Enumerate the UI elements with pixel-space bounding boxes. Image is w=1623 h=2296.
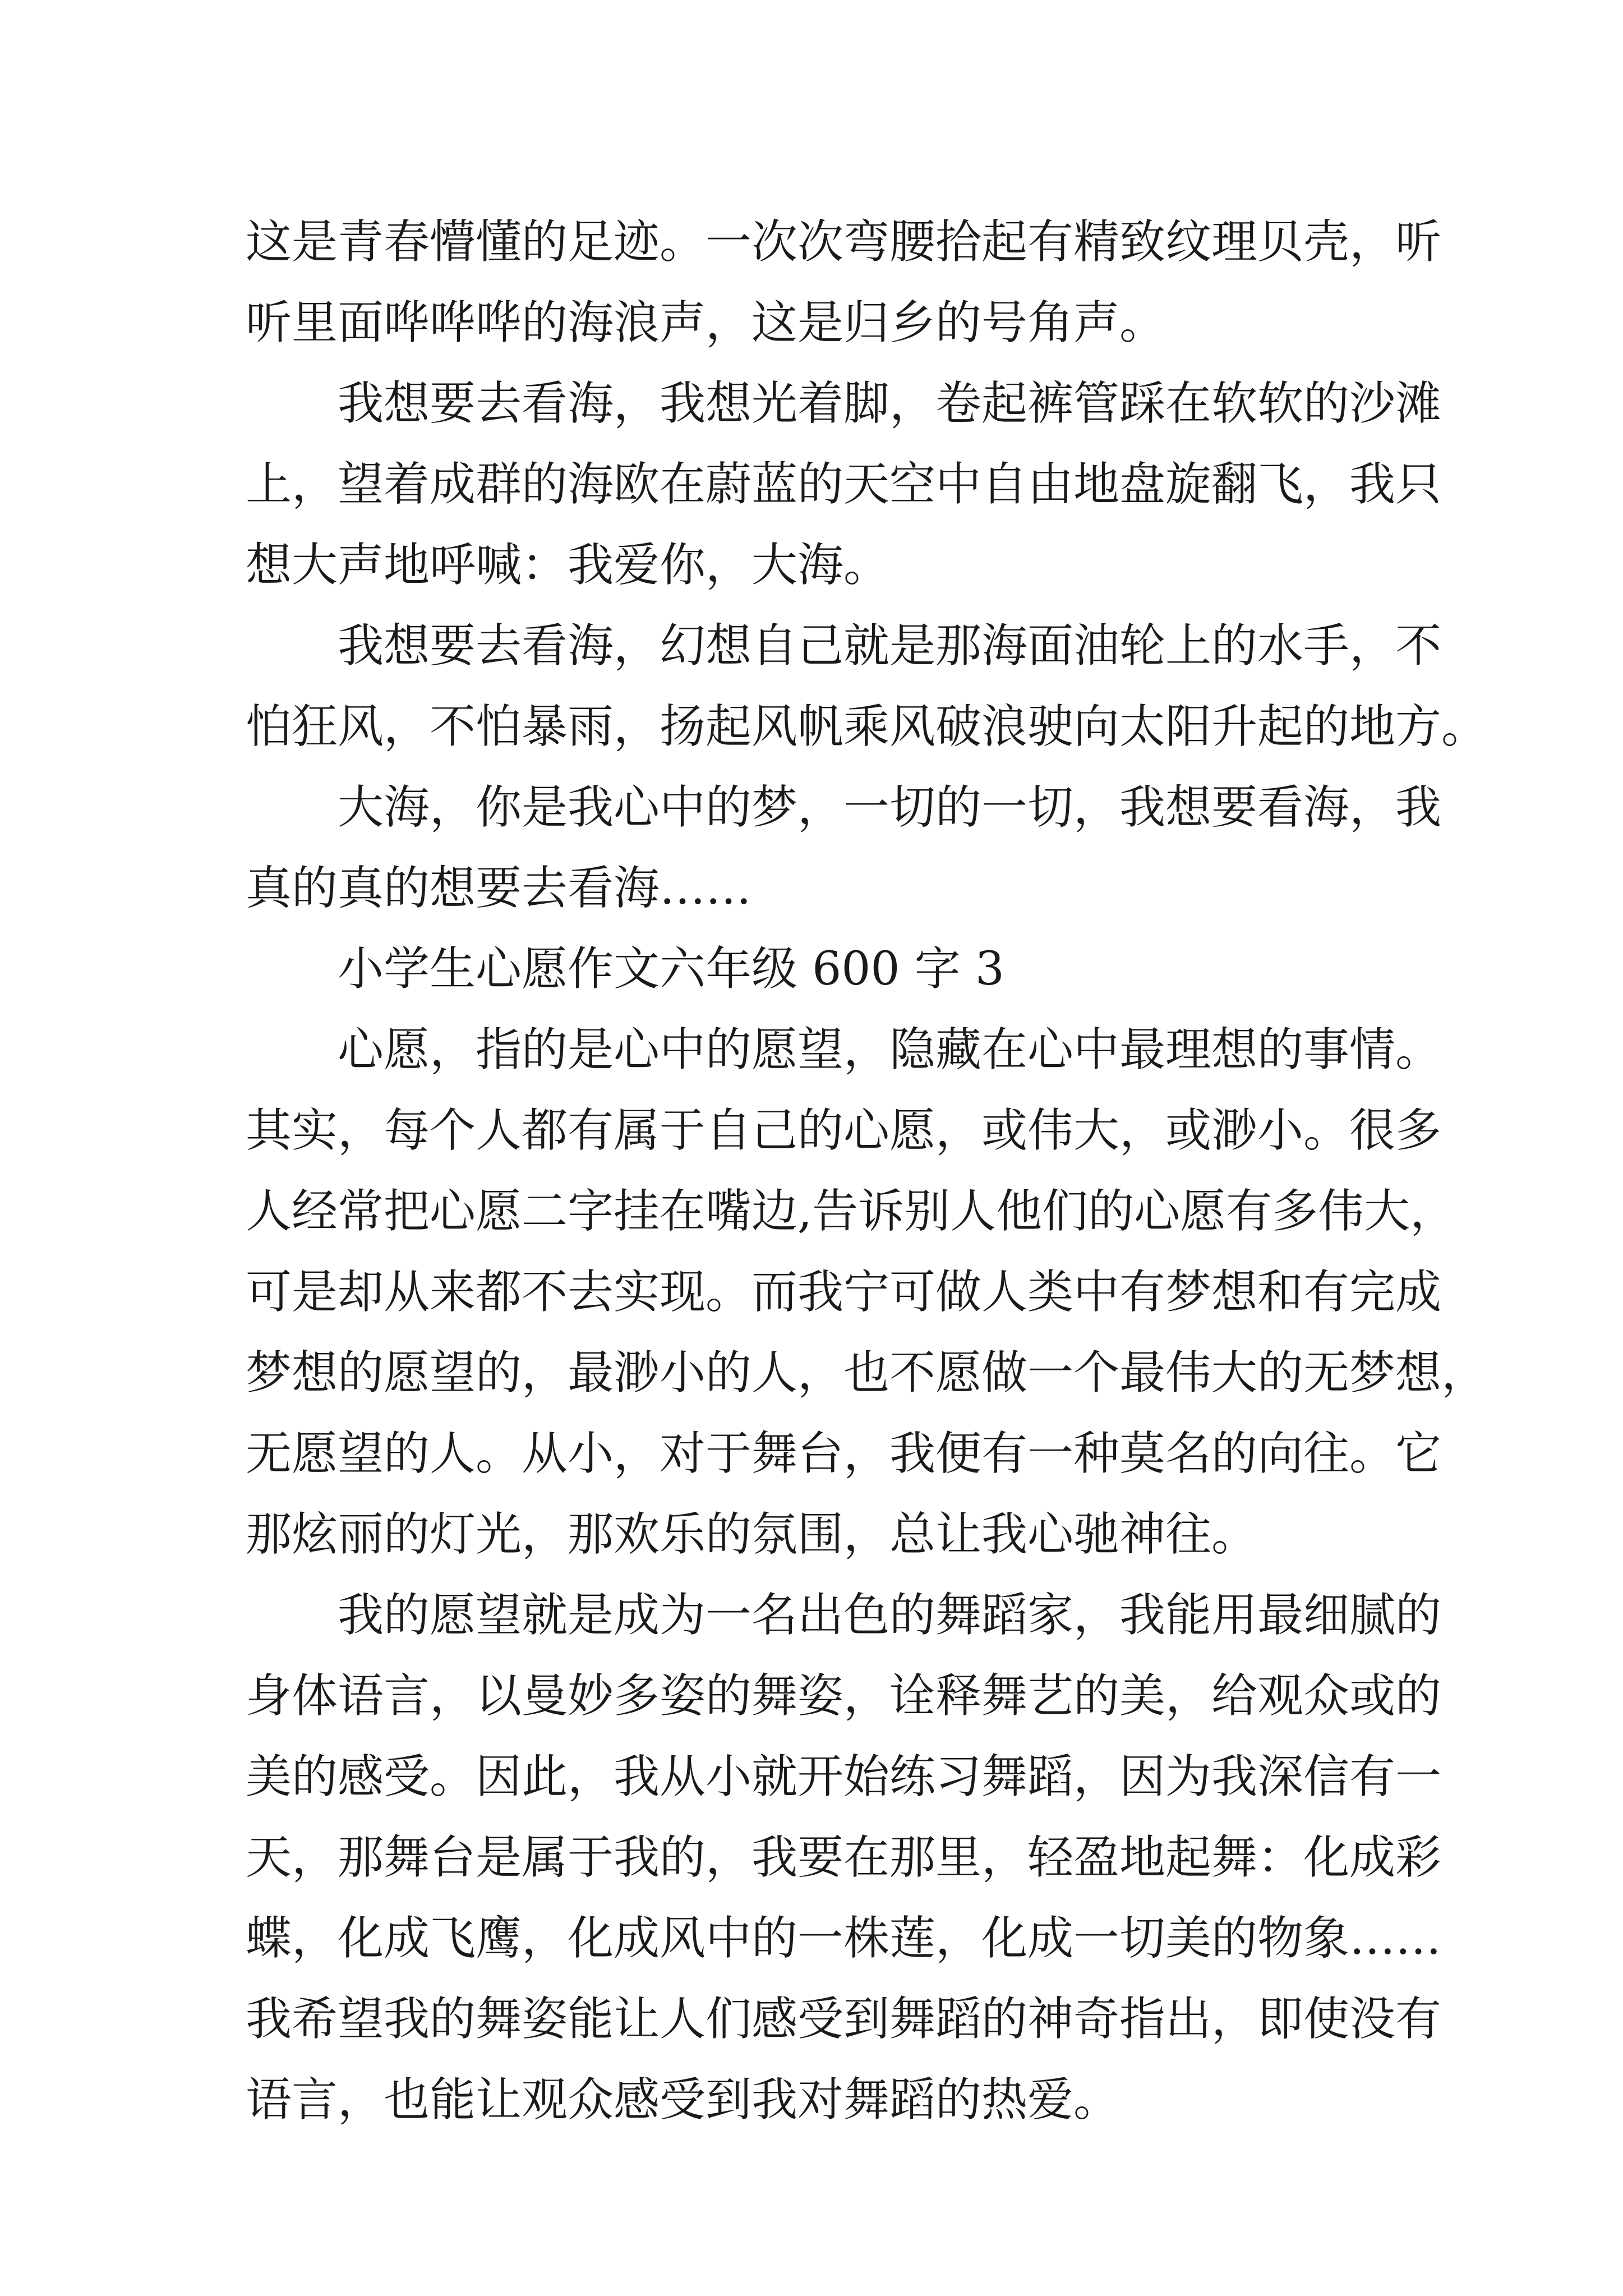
text-line: 那炫丽的灯光，那欢乐的氛围，总让我心驰神往。 bbox=[246, 1508, 1258, 1561]
text-line: 这是青春懵懂的足迹。一次次弯腰拾起有精致纹理贝壳，听 bbox=[246, 215, 1442, 269]
text-line: 我希望我的舞姿能让人们感受到舞蹈的神奇指出，即使没有 bbox=[246, 1993, 1442, 2046]
text-line: 梦想的愿望的，最渺小的人，也不愿做一个最伟大的无梦想， bbox=[246, 1346, 1488, 1400]
text-line: 无愿望的人。从小，对于舞台，我便有一种莫名的向往。它 bbox=[246, 1427, 1442, 1480]
section-heading: 小学生心愿作文六年级 600 字 3 bbox=[338, 942, 1004, 996]
text-line: 可是却从来都不去实现。而我宁可做人类中有梦想和有完成 bbox=[246, 1266, 1442, 1319]
text-line: 真的真的想要去看海…… bbox=[246, 862, 752, 915]
text-line: 怕狂风，不怕暴雨，扬起风帆乘风破浪驶向太阳升起的地方。 bbox=[246, 700, 1488, 753]
text-line: 人经常把心愿二字挂在嘴边,告诉别人他们的心愿有多伟大， bbox=[246, 1185, 1456, 1238]
text-line: 听里面哗哗哗的海浪声，这是归乡的号角声。 bbox=[246, 296, 1166, 349]
text-line: 语言，也能让观众感受到我对舞蹈的热爱。 bbox=[246, 2073, 1120, 2127]
text-line: 想大声地呼喊：我爱你，大海。 bbox=[246, 539, 890, 592]
text-line: 其实，每个人都有属于自己的心愿，或伟大，或渺小。很多 bbox=[246, 1104, 1442, 1157]
text-line: 心愿，指的是心中的愿望，隐藏在心中最理想的事情。 bbox=[338, 1023, 1442, 1076]
text-line: 我的愿望就是成为一名出色的舞蹈家，我能用最细腻的 bbox=[338, 1589, 1442, 1642]
text-line: 我想要去看海，我想光着脚，卷起裤管踩在软软的沙滩 bbox=[338, 377, 1442, 430]
text-line: 上，望着成群的海欧在蔚蓝的天空中自由地盘旋翻飞，我只 bbox=[246, 458, 1442, 511]
text-line: 天，那舞台是属于我的，我要在那里，轻盈地起舞：化成彩 bbox=[246, 1831, 1442, 1884]
text-line: 大海，你是我心中的梦，一切的一切，我想要看海，我 bbox=[338, 781, 1442, 834]
document-body bbox=[246, 202, 1488, 2141]
text-line: 身体语言，以曼妙多姿的舞姿，诠释舞艺的美，给观众或的 bbox=[246, 1669, 1442, 1723]
text-line: 蝶，化成飞鹰，化成风中的一株莲，化成一切美的物象…… bbox=[246, 1912, 1442, 1965]
text-line: 美的感受。因此，我从小就开始练习舞蹈，因为我深信有一 bbox=[246, 1750, 1442, 1803]
text-line: 我想要去看海，幻想自己就是那海面油轮上的水手，不 bbox=[338, 619, 1442, 673]
